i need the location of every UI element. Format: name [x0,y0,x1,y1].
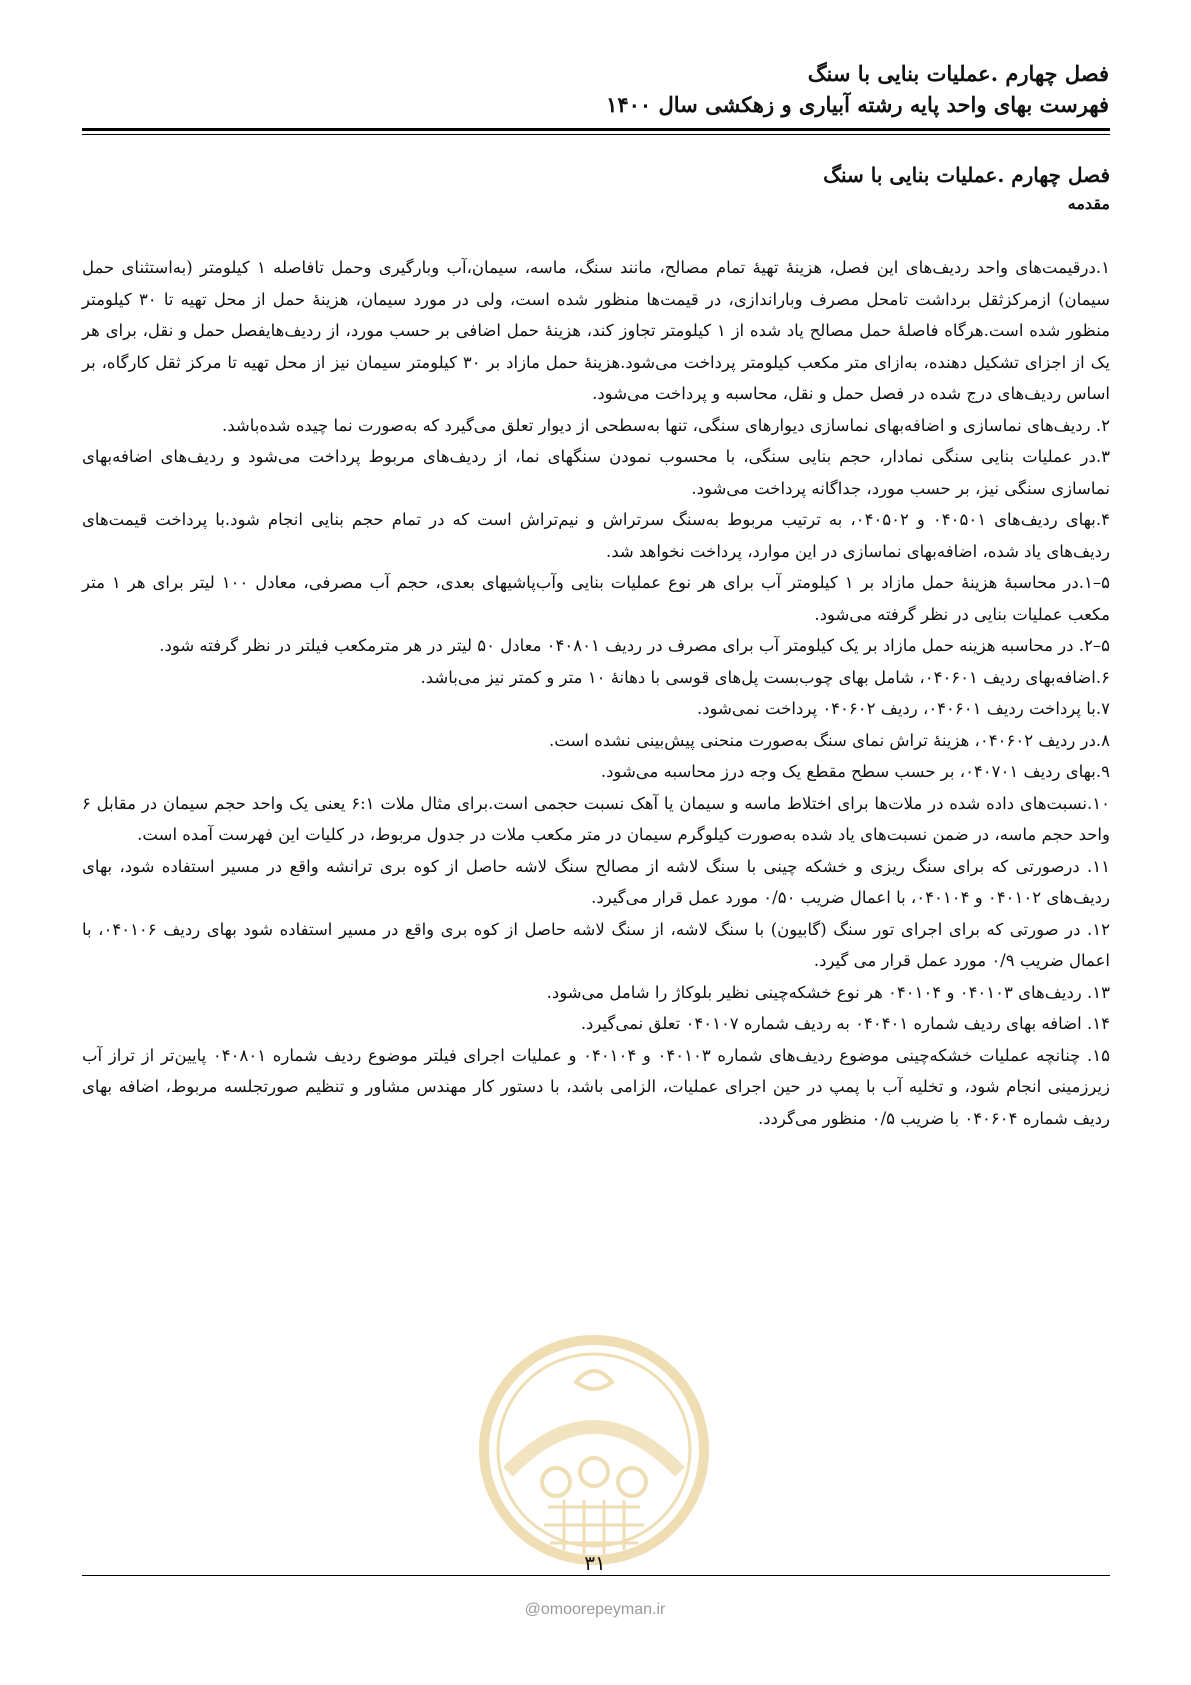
intro-heading: مقدمه [1067,194,1110,213]
paragraph-6: ۶.اضافه‌بهای ردیف ۰۴۰۶۰۱، شامل بهای چوب‌بست پل‌های قوسی با دهانهٔ ۱۰ متر و کمتر نیز می‌باشد. [420,667,1110,687]
paragraph-2: ۲. ردیف‌های نماسازی و اضافه‌بهای نماسازی دیوارهای سنگی، تنها به‌سطحی از دیوار تعلق می‌گیرد که به‌صورت نما چیده شده‌باشد. [222,415,1110,435]
chapter-title: فصل چهارم .عملیات بنایی با سنگ [823,163,1110,187]
paragraph-5-2: ۵–۲. در محاسبه هزینه حمل مازاد بر یک کیلومتر آب برای مصرف در ردیف ۰۴۰۸۰۱ معادل ۵۰ لیتر در هر مترمکعب فیلتر در نظر گرفته شود. [159,636,1110,655]
paragraph-15: ۱۵. چنانچه عملیات خشکه‌چینی موضوع ردیف‌های شماره ۰۴۰۱۰۳ و ۰۴۰۱۰۴ و عملیات اجرای فیلتر موضوع ردیف شماره ۰۴۰۸۰۱ پایین‌تر از تراز آب زیرزمینی انجام شود، و تخلیه آب با پمپ در حین اجرای عملیات، الزامی باشد، با دستور کار مهندس مشاور و تنظیم صورتجلسه مربوط، اضافه بهای ردیف شماره ۰۴۰۶۰۴ با ضریب ۰/۵ منظور می‌گردد. [82,1045,1110,1128]
paragraph-11: ۱۱. درصورتی که برای سنگ ریزی و خشکه چینی با سنگ لاشه از مصالح سنگ لاشه حاصل از کوه بری ترانشه واقع در مسیر استفاده شود، بهای ردیف‌های ۰۴۰۱۰۲ و ۰۴۰۱۰۴، با اعمال ضریب ۰/۵۰ مورد عمل قرار می‌گیرد. [82,856,1110,907]
header-document-title: فهرست بهای واحد پایه رشته آبیاری و زهکشی سال ۱۴۰۰ [606,92,1109,117]
header-chapter-title: فصل چهارم .عملیات بنایی با سنگ [807,61,1109,86]
paragraph-12: ۱۲. در صورتی که برای اجرای تور سنگ (گابیون) با سنگ لاشه، از سنگ لاشه حاصل از کوه بری واقع در مسیر استفاده شود بهای ردیف ۰۴۰۱۰۶، با اعمال ضریب ۰/۹ مورد عمل قرار می گیرد. [82,919,1110,970]
paragraph-14: ۱۴. اضافه بهای ردیف شماره ۰۴۰۴۰۱ به ردیف شماره ۰۴۰۱۰۷ تعلق نمی‌گیرد. [580,1014,1110,1033]
paragraph-9: ۹.بهای ردیف ۰۴۰۷۰۱، بر حسب سطح مقطع یک وجه درز محاسبه می‌شود. [600,762,1110,781]
paragraph-5-1: ۵–۱.در محاسبهٔ هزینهٔ حمل مازاد بر ۱ کیلومتر آب برای هر نوع عملیات بنایی وآب‌پاشیهای بعدی، حجم آب مصرفی، معادل ۱۰۰ لیتر برای هر ۱ متر مکعب عملیات بنایی در نظر گرفته می‌شود. [82,573,1110,624]
page-content [82,160,1110,1134]
watermark-seal-icon [468,1322,720,1572]
paragraph-8: ۸.در ردیف ۰۴۰۶۰۲، هزینهٔ تراش نمای سنگ به‌صورت منحنی پیش‌بینی نشده است. [549,730,1110,750]
paragraph-10: ۱۰.نسبت‌های داده شده در ملات‌ها برای اختلاط ماسه و سیمان یا آهک نسبت حجمی است.برای مثال ملات ۶:۱ یعنی یک واحد حجم سیمان در مقابل ۶ واحد حجم ماسه، در ضمن نسبت‌های یاد شده به‌صورت کیلوگرم سیمان در متر مکعب ملات در جدول مربوط، در کلیات این فهرست آمده است. [82,793,1110,844]
site-url-label: @omoorepeyman.ir [524,1601,666,1618]
header-rule-thick [82,128,1110,131]
footer-rule [82,1575,1110,1576]
paragraph-1: ۱.درقیمت‌های واحد ردیف‌های این فصل، هزینهٔ تهیهٔ تمام مصالح، مانند سنگ، ماسه، سیمان،آب وبارگیری وحمل تافاصله ۱ کیلومتر (به‌استثنای حمل سیمان) ازمرکزثقل برداشت تامحل مصرف وباراندازی، در قیمت‌ها منظور شده است، ولی در مورد سیمان، هزینهٔ حمل از محل تهیه تا ۳۰ کیلومتر منظور شده است.هرگاه فاصلهٔ حمل مصالح یاد شده از ۱ کیلومتر تجاوز کند، هزینهٔ حمل اضافی بر حسب مورد، از ردیف‌هایفصل حمل و نقل، برای هر یک از اجزای تشکیل دهنده، به‌ازای متر مکعب کیلومتر پرداخت می‌شود.هزینهٔ حمل مازاد بر ۳۰ کیلومتر سیمان نیز از محل تهیه تا مرکز ثقل کارگاه، بر اساس ردیف‌های درج شده در فصل حمل و نقل، محاسبه و پرداخت می‌شود. [82,258,1111,403]
header-rule-thin [82,134,1110,135]
paragraph-4: ۴.بهای ردیف‌های ۰۴۰۵۰۱ و ۰۴۰۵۰۲، به ترتیب مربوط به‌سنگ سرتراش و نیم‌تراش است که در تمام حجم بنایی انجام شود.با پرداخت قیمت‌های ردیف‌های یاد شده، اضافه‌بهای نماسازی در این موارد، پرداخت نخواهد شد. [82,510,1110,561]
paragraph-13: ۱۳. ردیف‌های ۰۴۰۱۰۳ و ۰۴۰۱۰۴ هر نوع خشکه‌چینی نظیر بلوکاژ را شامل می‌شود. [546,982,1110,1002]
page-header [81,58,1109,120]
paragraph-3: ۳.در عملیات بنایی سنگی نمادار، حجم بنایی سنگی، با محسوب نمودن سنگهای نما، از ردیف‌های مربوط پرداخت می‌شود و ردیف‌های اضافه‌بهای نماسازی سنگی نیز، بر حسب مورد، جداگانه پرداخت می‌شود. [82,447,1110,498]
page-number: ۳۱ [584,1551,606,1575]
paragraph-7: ۷.با پرداخت ردیف ۰۴۰۶۰۱، ردیف ۰۴۰۶۰۲ پرداخت نمی‌شود. [696,699,1110,718]
